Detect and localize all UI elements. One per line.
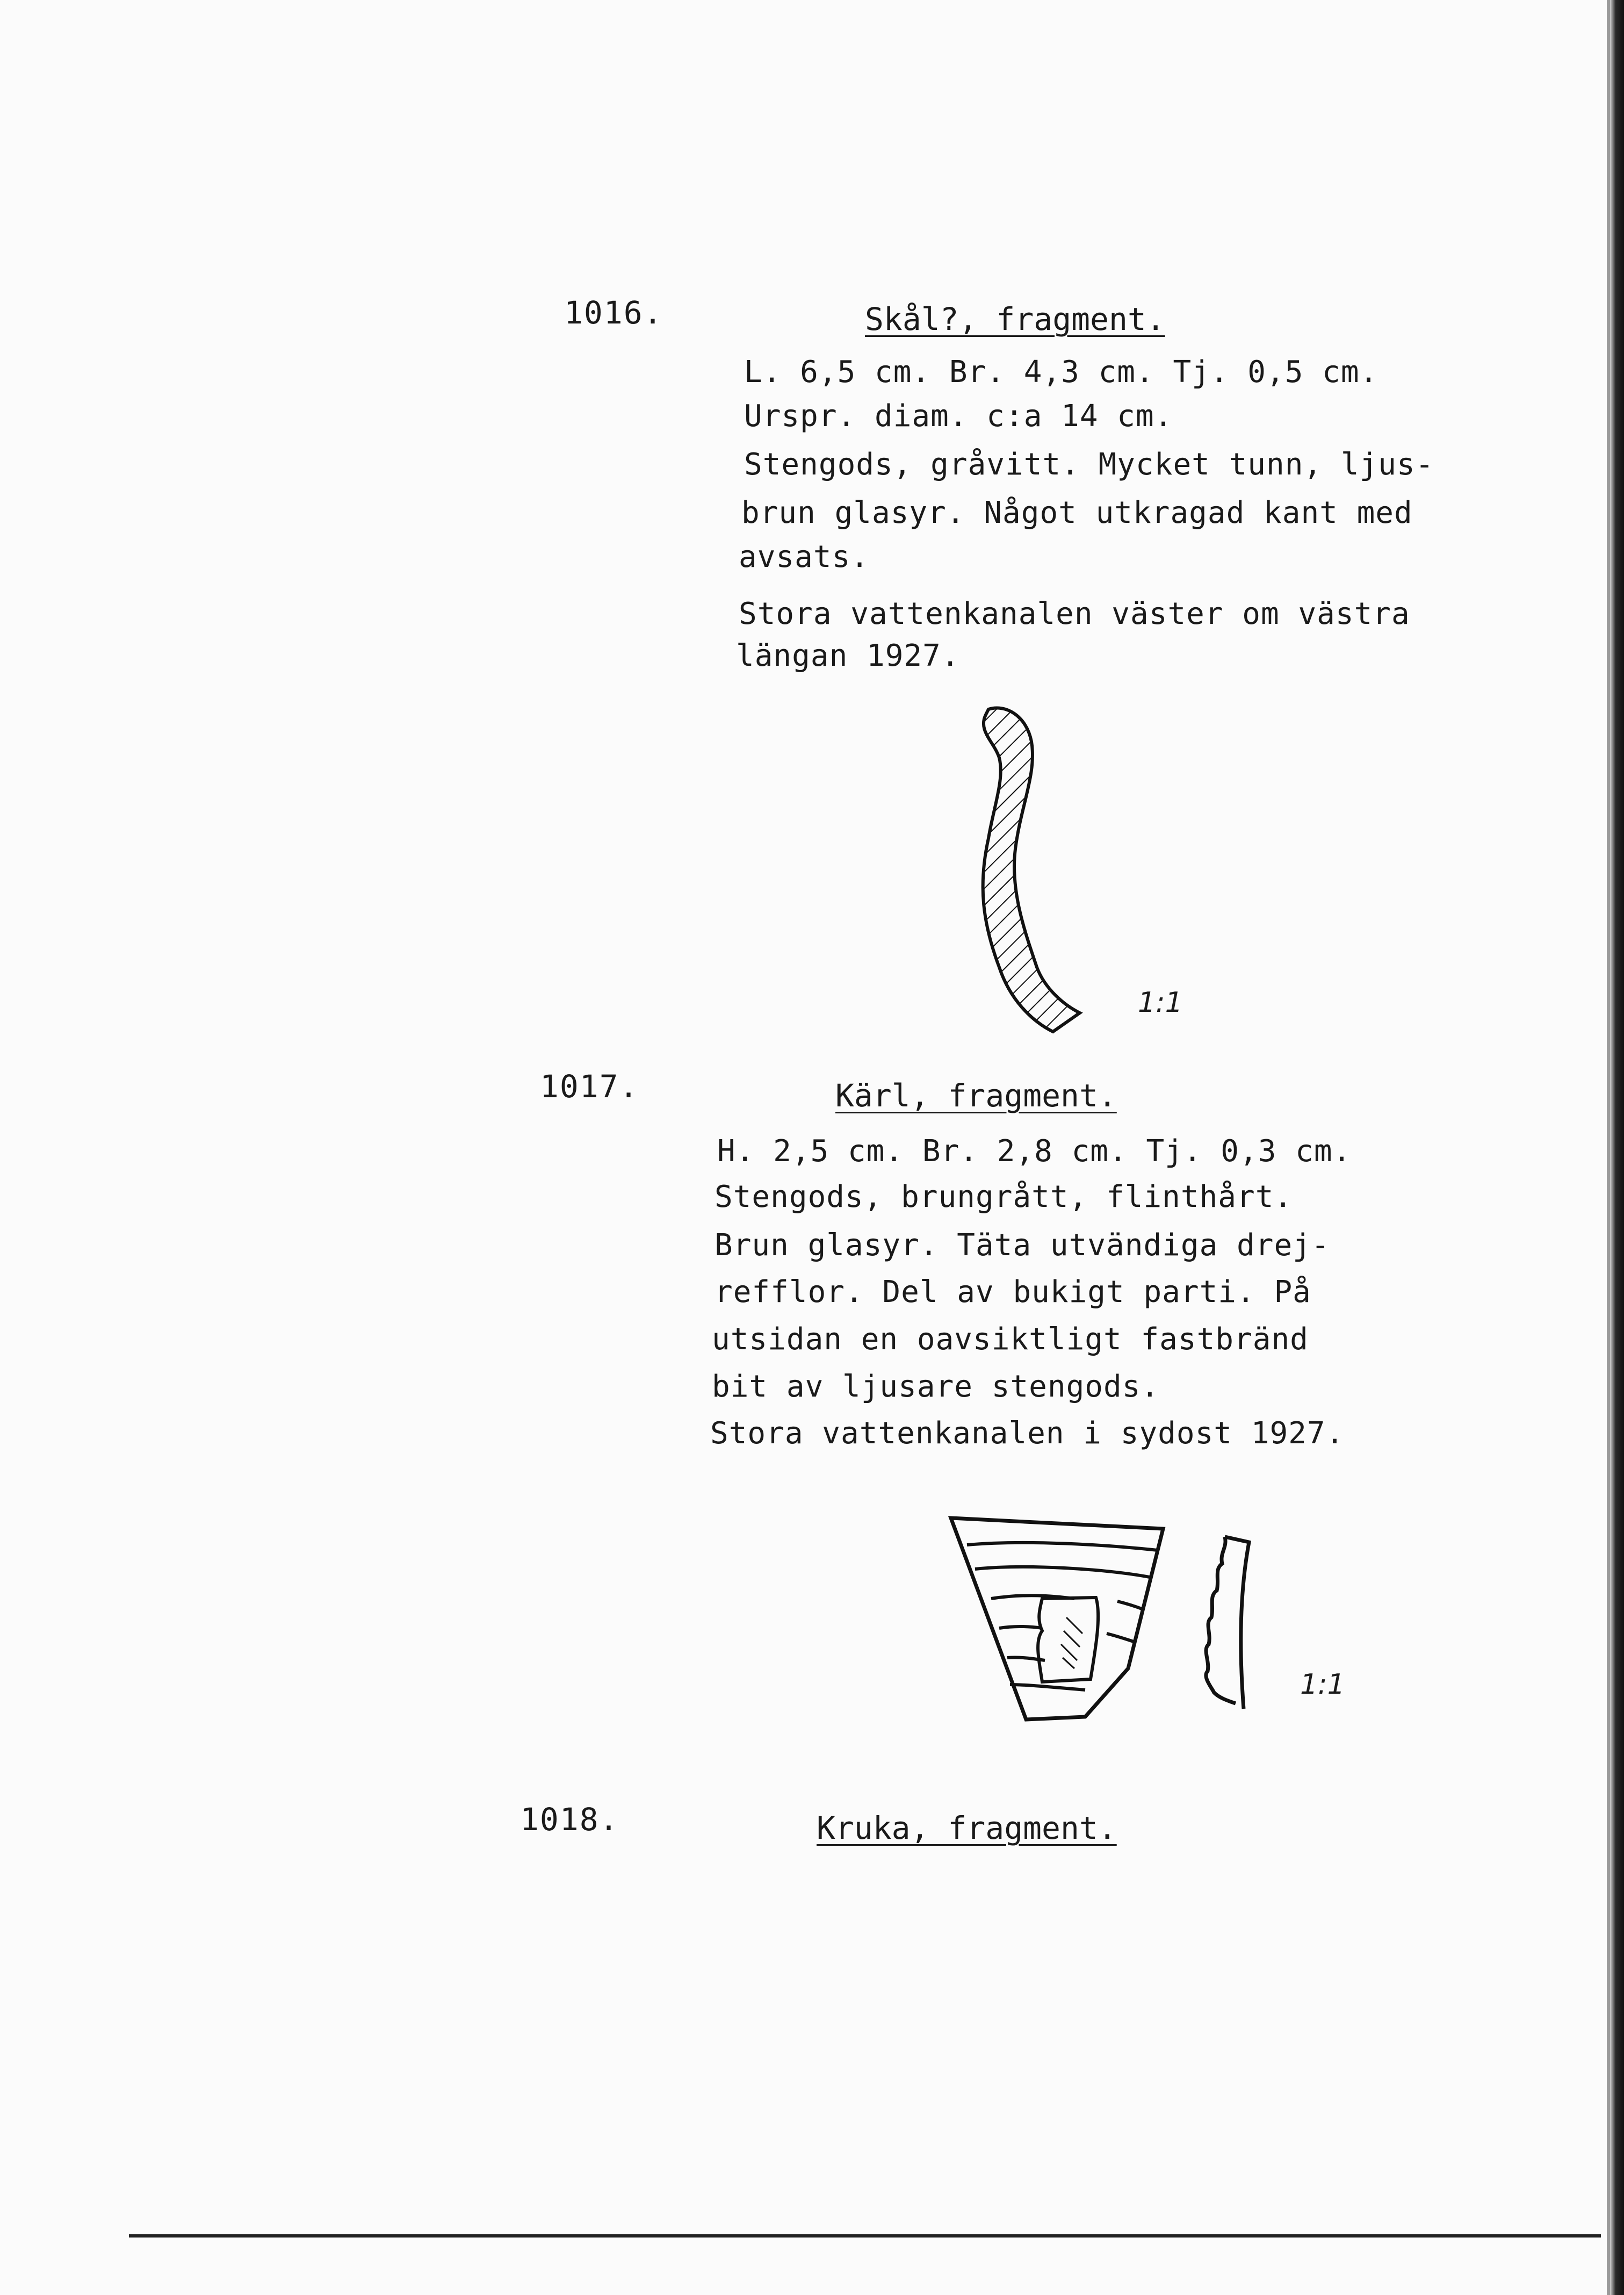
entry-1016-line: Urspr. diam. c:a 14 cm.	[744, 399, 1173, 434]
entry-1017-line: utsidan en oavsiktligt fastbränd	[712, 1322, 1309, 1357]
entry-1017-line: refflor. Del av bukigt parti. På	[714, 1275, 1311, 1310]
entry-1017-line: H. 2,5 cm. Br. 2,8 cm. Tj. 0,3 cm.	[717, 1134, 1352, 1169]
entry-1017-line: bit av ljusare stengods.	[712, 1369, 1160, 1404]
entry-title-1016: Skål?, fragment.	[865, 301, 1165, 337]
entry-title-1018: Kruka, fragment.	[817, 1810, 1117, 1846]
entry-1017-line: Brun glasyr. Täta utvändiga drej-	[714, 1228, 1330, 1263]
entry-1016-line: Stengods, gråvitt. Mycket tunn, ljus-	[744, 447, 1434, 482]
scale-label-1016: 1:1	[1138, 987, 1183, 1019]
entry-1016-line: längan 1927.	[736, 638, 960, 673]
entry-number-1018: 1018.	[520, 1801, 619, 1838]
entry-1016-line: avsats.	[739, 539, 870, 574]
profile-drawing-1016	[956, 699, 1096, 1053]
entry-title-1017: Kärl, fragment.	[835, 1077, 1117, 1114]
sherd-profile-drawing-1017	[1198, 1531, 1257, 1714]
entry-1017-line: Stengods, brungrått, flinthårt.	[714, 1179, 1293, 1214]
entry-number-1017: 1017.	[540, 1068, 639, 1105]
entry-1016-line: L. 6,5 cm. Br. 4,3 cm. Tj. 0,5 cm.	[744, 355, 1378, 390]
entry-number-1016: 1016.	[564, 294, 663, 331]
sherd-drawing-1017	[945, 1507, 1171, 1728]
entry-1016-line: Stora vattenkanalen väster om västra	[739, 596, 1410, 631]
scale-label-1017: 1:1	[1300, 1668, 1345, 1701]
entry-1016-line: brun glasyr. Något utkragad kant med	[741, 495, 1413, 530]
entry-1017-line: Stora vattenkanalen i sydost 1927.	[710, 1416, 1345, 1451]
page-bottom-edge	[129, 2234, 1601, 2238]
page-right-edge	[1610, 0, 1624, 2295]
